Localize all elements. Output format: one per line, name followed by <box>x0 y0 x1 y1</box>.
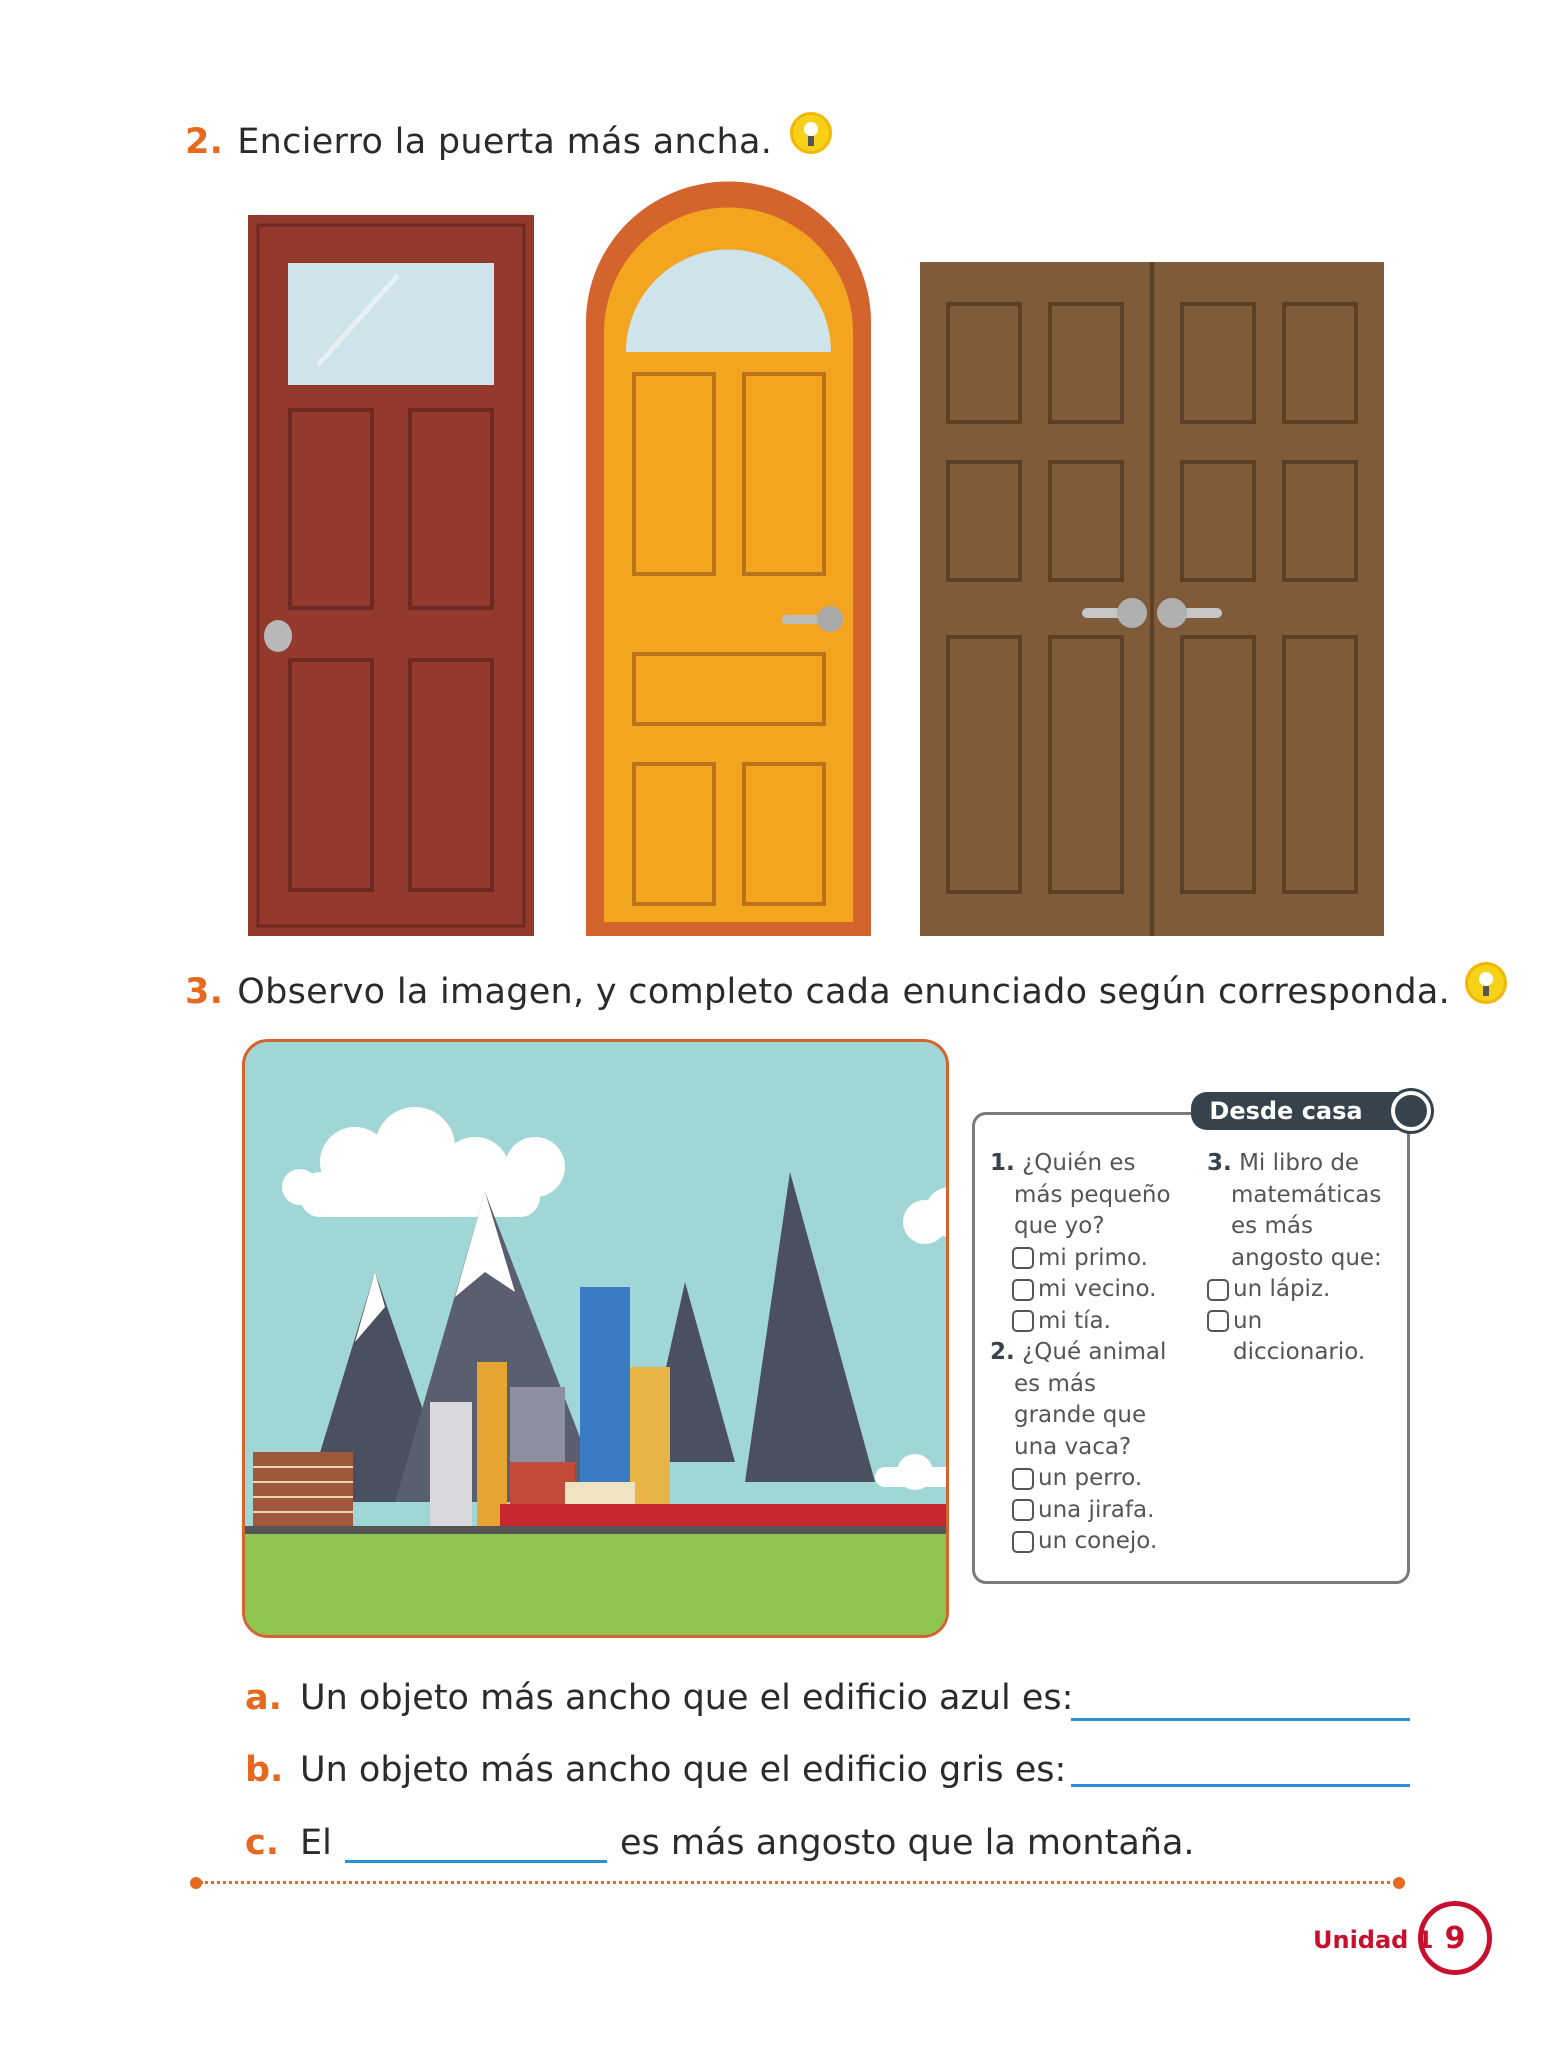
checkbox[interactable] <box>1012 1499 1034 1521</box>
item-text: ¿Quién es <box>1022 1150 1136 1176</box>
answer-letter: c. <box>245 1823 280 1863</box>
answer-text: El <box>300 1823 332 1863</box>
option-label: mi tía. <box>1038 1307 1111 1334</box>
dotted-divider <box>200 1881 1396 1884</box>
answer-b <box>245 1750 1066 1790</box>
option-mi-tia[interactable] <box>990 1306 1190 1338</box>
answer-c-text: es más angosto que la montaña. <box>620 1823 1195 1863</box>
doors-illustration <box>240 175 1400 945</box>
answer-b-blank[interactable] <box>1071 1784 1410 1787</box>
door-orange[interactable] <box>586 182 871 936</box>
desde-casa-column-left <box>990 1148 1190 1558</box>
train <box>500 1504 949 1526</box>
circle-icon <box>1391 1091 1431 1131</box>
answer-letter: a. <box>245 1678 282 1718</box>
item-text: es más <box>1231 1213 1313 1239</box>
page-number-text: 9 <box>1444 1920 1466 1956</box>
option-una-jirafa[interactable] <box>990 1495 1190 1527</box>
checkbox[interactable] <box>1012 1468 1034 1490</box>
unit-label: Unidad 1 <box>1313 1926 1434 1954</box>
option-un-diccionario[interactable] <box>1207 1306 1407 1338</box>
question-text: Observo la imagen, y completo cada enunciado según corresponda. <box>237 972 1451 1012</box>
door-red[interactable] <box>248 215 534 936</box>
item-number: 1. <box>990 1150 1015 1176</box>
checkbox[interactable] <box>1012 1279 1034 1301</box>
answer-text: Un objeto más ancho que el edificio azul es: <box>300 1678 1074 1718</box>
item-text: que yo? <box>1014 1213 1105 1239</box>
item-text: es más <box>1014 1370 1096 1397</box>
answer-letter: b. <box>245 1750 284 1790</box>
page-number <box>1418 1901 1492 1975</box>
option-un-lapiz[interactable] <box>1207 1274 1407 1306</box>
item-text: Mi libro de <box>1239 1150 1360 1176</box>
lightbulb-icon <box>1465 962 1507 1004</box>
city-illustration <box>242 1039 949 1638</box>
checkbox[interactable] <box>1012 1531 1034 1553</box>
option-label: mi vecino. <box>1038 1276 1157 1302</box>
item-number: 2. <box>990 1339 1015 1365</box>
divider-dot <box>1393 1877 1405 1889</box>
option-un-conejo[interactable] <box>990 1526 1190 1558</box>
item-text: matemáticas <box>1231 1181 1382 1208</box>
lightbulb-icon <box>790 112 832 154</box>
option-mi-vecino[interactable] <box>990 1274 1190 1306</box>
option-un-perro[interactable] <box>990 1463 1190 1495</box>
option-label: un <box>1233 1307 1263 1334</box>
desde-casa-column-right <box>1207 1148 1407 1369</box>
option-label: una jirafa. <box>1038 1496 1155 1523</box>
item-text: más pequeño <box>1014 1181 1171 1208</box>
desde-casa-header <box>1191 1092 1421 1130</box>
option-label: un perro. <box>1038 1465 1143 1491</box>
item-text: angosto que: <box>1231 1244 1382 1271</box>
gray-building <box>430 1402 472 1532</box>
answer-c <box>245 1823 332 1863</box>
checkbox[interactable] <box>1012 1310 1034 1332</box>
desde-casa-title: Desde casa <box>1209 1097 1363 1125</box>
question-3 <box>185 972 1507 1014</box>
item-text: ¿Qué animal <box>1022 1339 1167 1365</box>
checkbox[interactable] <box>1012 1247 1034 1269</box>
option-label: un conejo. <box>1038 1528 1158 1554</box>
option-label: mi primo. <box>1038 1244 1148 1271</box>
item-text: una vaca? <box>1014 1433 1132 1460</box>
question-text: Encierro la puerta más ancha. <box>237 122 773 162</box>
answer-a-blank[interactable] <box>1071 1718 1410 1721</box>
option-mi-primo[interactable] <box>990 1243 1190 1275</box>
option-label-continuation: diccionario. <box>1233 1339 1366 1365</box>
answer-text: Un objeto más ancho que el edificio gris es: <box>300 1750 1067 1790</box>
mountain <box>745 1172 875 1482</box>
question-number: 3. <box>185 972 224 1012</box>
item-text: grande que <box>1014 1402 1147 1428</box>
answer-c-blank[interactable] <box>345 1860 607 1863</box>
checkbox[interactable] <box>1207 1310 1229 1332</box>
checkbox[interactable] <box>1207 1279 1229 1301</box>
question-2 <box>185 122 832 164</box>
answer-a <box>245 1678 1073 1718</box>
door-brown-double[interactable] <box>920 262 1384 936</box>
item-number: 3. <box>1207 1150 1232 1176</box>
option-label: un lápiz. <box>1233 1276 1331 1302</box>
question-number: 2. <box>185 122 224 162</box>
